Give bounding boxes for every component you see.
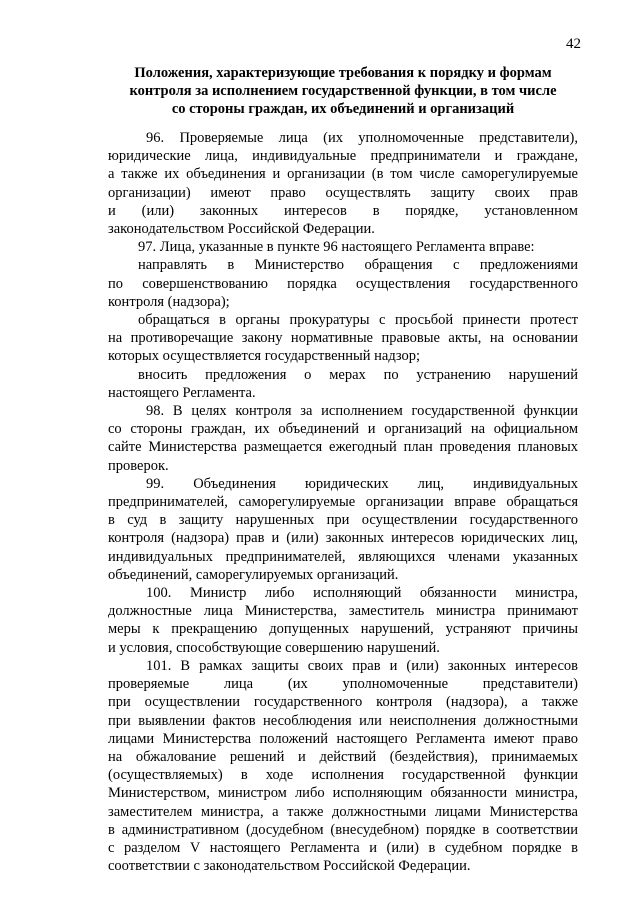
text-line: в суд в защиту нарушенных при осуществлении государственного <box>108 512 578 529</box>
text-line: а также их объединения и организации (в том числе саморегулируемые <box>108 166 578 183</box>
heading-line: контроля за исполнением государственной функции, в том числе <box>129 83 557 99</box>
text-line: вносить предложения о мерах по устранению нарушений <box>138 366 578 383</box>
text-line: 97. Лица, указанные в пункте 96 настоящего Регламента вправе: <box>138 239 535 256</box>
text-line: 99. Объединения юридических лиц, индивидуальных <box>146 475 578 492</box>
text-line: со стороны граждан, их объединений и организаций на официальном <box>108 421 578 438</box>
text-line: (осуществляемых) в ходе исполнения государственной функции <box>108 767 578 784</box>
text-line: 98. В целях контроля за исполнением государственной функции <box>146 403 578 420</box>
text-line: сайте Министерства размещается ежегодный план проведения плановых <box>108 439 578 456</box>
text-line: проверяемые лица (их уполномоченные представители) <box>108 676 578 693</box>
text-line: проверок. <box>108 457 169 474</box>
text-line: юридические лица, индивидуальные предприниматели и граждане, <box>108 148 578 165</box>
paragraph <box>108 129 578 238</box>
text-line: контроля (надзора) прав и (или) законных интересов юридических лиц, <box>108 530 578 547</box>
text-line: по совершенствованию порядка осуществления государственного <box>108 275 578 292</box>
paragraph <box>108 256 578 311</box>
paragraph <box>108 366 578 402</box>
page-number: 42 <box>566 36 581 52</box>
text-line: предпринимателей, саморегулируемые организации вправе обращаться <box>108 494 578 511</box>
text-line: 96. Проверяемые лица (их уполномоченные представители), <box>146 130 578 146</box>
text-line: законодательством Российской Федерации. <box>108 221 375 238</box>
text-line: и (или) законных интересов в порядке, установленном <box>108 202 578 219</box>
paragraph <box>108 402 578 475</box>
text-line: и условия, способствующие совершению нарушений. <box>108 639 440 656</box>
paragraph <box>108 657 578 875</box>
text-line: меры к прекращению допущенных нарушений, устраняют причины <box>108 621 578 638</box>
text-line: организации) имеют право осуществлять защиту своих прав <box>108 184 578 201</box>
text-line: соответствии с законодательством Российской Федерации. <box>108 858 471 875</box>
document-body <box>108 129 578 875</box>
text-line: на обжалование решений и действий (бездействия), принимаемых <box>108 748 578 765</box>
paragraph <box>108 584 578 657</box>
text-line: контроля (надзора); <box>108 293 230 310</box>
paragraph <box>108 475 578 584</box>
text-line: настоящего Регламента. <box>108 384 256 401</box>
text-line: которых осуществляется государственный надзор; <box>108 348 421 365</box>
text-line: индивидуальных предпринимателей, являющихся членами указанных <box>108 548 578 565</box>
text-line: при выявлении фактов несоблюдения или неисполнения должностными <box>108 712 578 729</box>
heading-line: со стороны граждан, их объединений и организаций <box>171 101 515 117</box>
text-line: объединений, саморегулируемых организаций. <box>108 566 399 583</box>
text-line: в административном (досудебном (внесудебном) порядке в соответствии <box>108 821 578 838</box>
text-line: Министерством, министром либо исполняющим обязанности министра, <box>108 785 578 802</box>
text-line: при осуществлении государственного контроля (надзора), а также <box>108 694 578 711</box>
text-line: с разделом V настоящего Регламента и (или) в судебном порядке в <box>108 839 578 856</box>
text-line: направлять в Министерство обращения с предложениями <box>138 257 578 274</box>
paragraph <box>108 311 578 366</box>
text-line: заместителем министра, а также должностными лицами Министерства <box>108 803 578 820</box>
paragraph <box>108 238 578 256</box>
heading-line: Положения, характеризующие требования к порядку и формам <box>134 65 552 81</box>
text-line: 101. В рамках защиты своих прав и (или) законных интересов <box>146 657 578 674</box>
text-line: обращаться в органы прокуратуры с просьбой принести протест <box>138 312 578 329</box>
text-line: 100. Министр либо исполняющий обязанности министра, <box>146 585 578 602</box>
text-line: должностные лица Министерства, заместитель министра принимают <box>108 603 578 620</box>
section-heading <box>108 64 578 118</box>
text-line: на противоречащие закону нормативные правовые акты, на основании <box>108 330 578 347</box>
text-line: лицами Министерства положений настоящего Регламента имеют право <box>108 730 578 747</box>
